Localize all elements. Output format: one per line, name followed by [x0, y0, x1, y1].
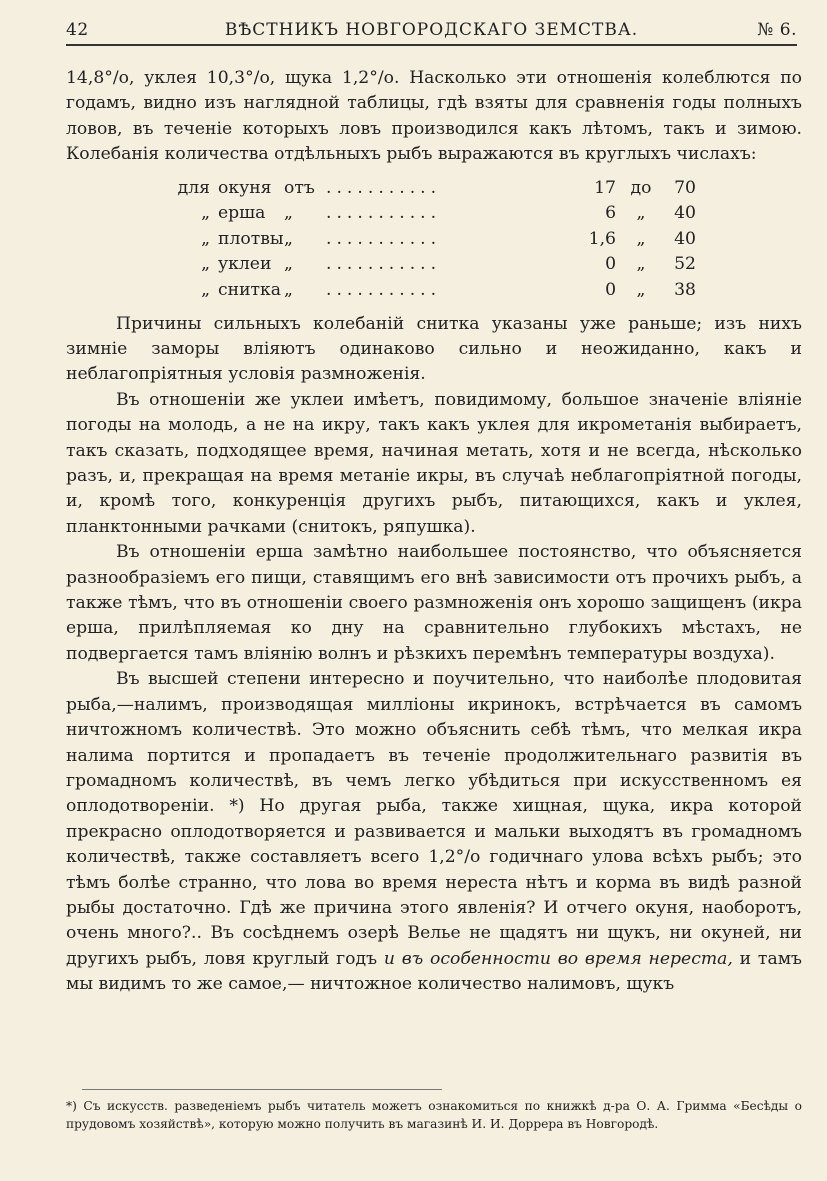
from-word: „ — [284, 280, 293, 300]
leader-dots: ........... — [326, 228, 442, 249]
to-word: „ — [636, 254, 646, 275]
from-value: 0 — [605, 280, 616, 300]
to-word: „ — [636, 203, 646, 224]
fish-name: окуня — [218, 177, 272, 198]
issue-number: № 6. — [757, 20, 797, 40]
from-value: 6 — [605, 203, 616, 224]
row-prefix: для — [177, 177, 210, 198]
fish-name: ерша — [218, 203, 266, 224]
leader-dots: ........... — [326, 280, 442, 300]
intro-paragraph: 14,8°/о, уклея 10,3°/о, щука 1,2°/о. Насколько эти отношенія колеблются по годамъ, видно изъ наглядной таблицы, гдѣ взяты для сравненія годы полныхъ ловов, въ теченіе которыхъ ловъ производился какъ лѣтомъ, такъ и зимою. Колебанія количества отдѣльныхъ рыбъ выражаются въ круглыхъ числахъ: — [66, 68, 802, 165]
row-prefix: „ — [201, 280, 210, 300]
paragraph-text: Въ высшей степени интересно и поучительно, что наиболѣе плодовитая рыба,—налимъ, производящая милліоны икринокъ, встрѣчается въ самомъ ничтожномъ количествѣ. Это можно объяснить себѣ тѣмъ, что мелкая икра налима портится и пропадаетъ въ теченіе продолжительнаго развитія въ громадномъ количествѣ, въ чемъ легко убѣдиться при искусственномъ ея оплодотвореніи. *) Но другая рыба, также хищная, щука, икра которой прекрасно оплодотворяется и развивается и мальки выходятъ въ громадномъ количествѣ, также составляетъ всего 1,2°/о годичнаго улова всѣхъ рыбъ; это тѣмъ болѣе странно, что лова во время нереста нѣтъ и корма въ видѣ разной рыбы достаточно. Гдѣ же причина этого явленія? И отчего окуня, наоборотъ, очень много?.. Въ сосѣднемъ озерѣ Велье не щадятъ ни щукъ, ни окуней, ни другихъ рыбъ, ловя круглый годъ — [66, 669, 802, 969]
paragraph-ukleya: Въ отношеніи же уклеи имѣетъ, повидимому, большое значеніе вліяніе погоды на молодь, а не на икру, такъ какъ уклея для икрометанія выбираетъ, такъ сказать, подходящее время, начиная метать, хотя и не всегда, нѣсколько разъ, и, прекращая на время метаніе икры, въ случаѣ неблагопріятной погоды, и, кромѣ того, конкуренція другихъ рыбъ, питающихся, какъ и уклея, планктонными рачками (снитокъ, ряпушка). — [66, 389, 802, 537]
footnote-text: *) Съ искусств. разведеніемъ рыбъ читатель можетъ ознакомиться по книжкѣ д-ра О. А. Гримма «Бесѣды о прудовомъ хозяйствѣ», которую можно получить въ магазинѣ И. И. Доррера въ Новгородѣ. — [66, 1099, 802, 1131]
leader-dots: ........... — [326, 203, 442, 224]
table-row — [164, 252, 696, 278]
journal-title: ВѢСТНИКЪ НОВГОРОДСКАГО ЗЕМСТВА. — [224, 20, 639, 40]
from-word: „ — [284, 203, 293, 224]
from-word: отъ — [284, 177, 315, 198]
from-word: „ — [284, 228, 293, 249]
to-word: „ — [636, 228, 646, 249]
from-value: 1,6 — [588, 228, 616, 249]
table-row — [164, 278, 696, 304]
to-value: 38 — [674, 280, 696, 300]
paragraph-yorsh: Въ отношеніи ерша замѣтно наибольшее постоянство, что объясняется разнообразіемъ его пищи, ставящимъ его внѣ зависимости отъ прочихъ рыбъ, а также тѣмъ, что въ отношеніи своего размноженія онъ хорошо защищенъ (икра ерша, прилѣпляемая ко дну на сравнительно глубокихъ мѣстахъ, не подвергается тамъ вліянію волнъ и рѣзкихъ перемѣнъ температуры воздуха). — [66, 542, 802, 664]
paragraph-text-end: и тамъ мы видимъ то же самое,— ничтожное количество налимовъ, щукъ — [66, 948, 802, 995]
row-prefix: „ — [201, 254, 210, 275]
row-prefix: „ — [201, 203, 210, 224]
fluctuation-table — [164, 176, 696, 304]
table-row — [164, 227, 696, 253]
fish-name: плотвы — [218, 228, 284, 249]
from-value: 0 — [605, 254, 616, 275]
table-row — [164, 201, 696, 227]
page-header — [66, 14, 797, 46]
footnote — [66, 1097, 802, 1133]
to-word: до — [630, 177, 652, 198]
from-value: 17 — [594, 177, 616, 198]
fish-name: уклеи — [218, 254, 272, 275]
footnote-divider — [82, 1089, 442, 1090]
to-value: 70 — [674, 177, 696, 198]
to-value: 40 — [674, 228, 696, 249]
paragraph-nalim — [66, 667, 802, 997]
to-word: „ — [636, 280, 646, 300]
to-value: 52 — [674, 254, 696, 275]
leader-dots: ........... — [326, 177, 442, 198]
emphasis-text: и въ особенности во время нереста, — [383, 948, 733, 969]
paragraph-snitok: Причины сильныхъ колебаній снитка указаны уже раньше; изъ нихъ зимніе заморы вліяютъ одинаково сильно и неожиданно, какъ и неблагопріятныя условія размноженія. — [66, 313, 802, 385]
to-value: 40 — [674, 203, 696, 224]
table-row — [164, 176, 696, 202]
fish-name: снитка — [218, 280, 282, 300]
row-prefix: „ — [201, 228, 210, 249]
page-number: 42 — [66, 20, 89, 40]
leader-dots: ........... — [326, 254, 442, 275]
from-word: „ — [284, 254, 293, 275]
article-body — [66, 66, 802, 998]
